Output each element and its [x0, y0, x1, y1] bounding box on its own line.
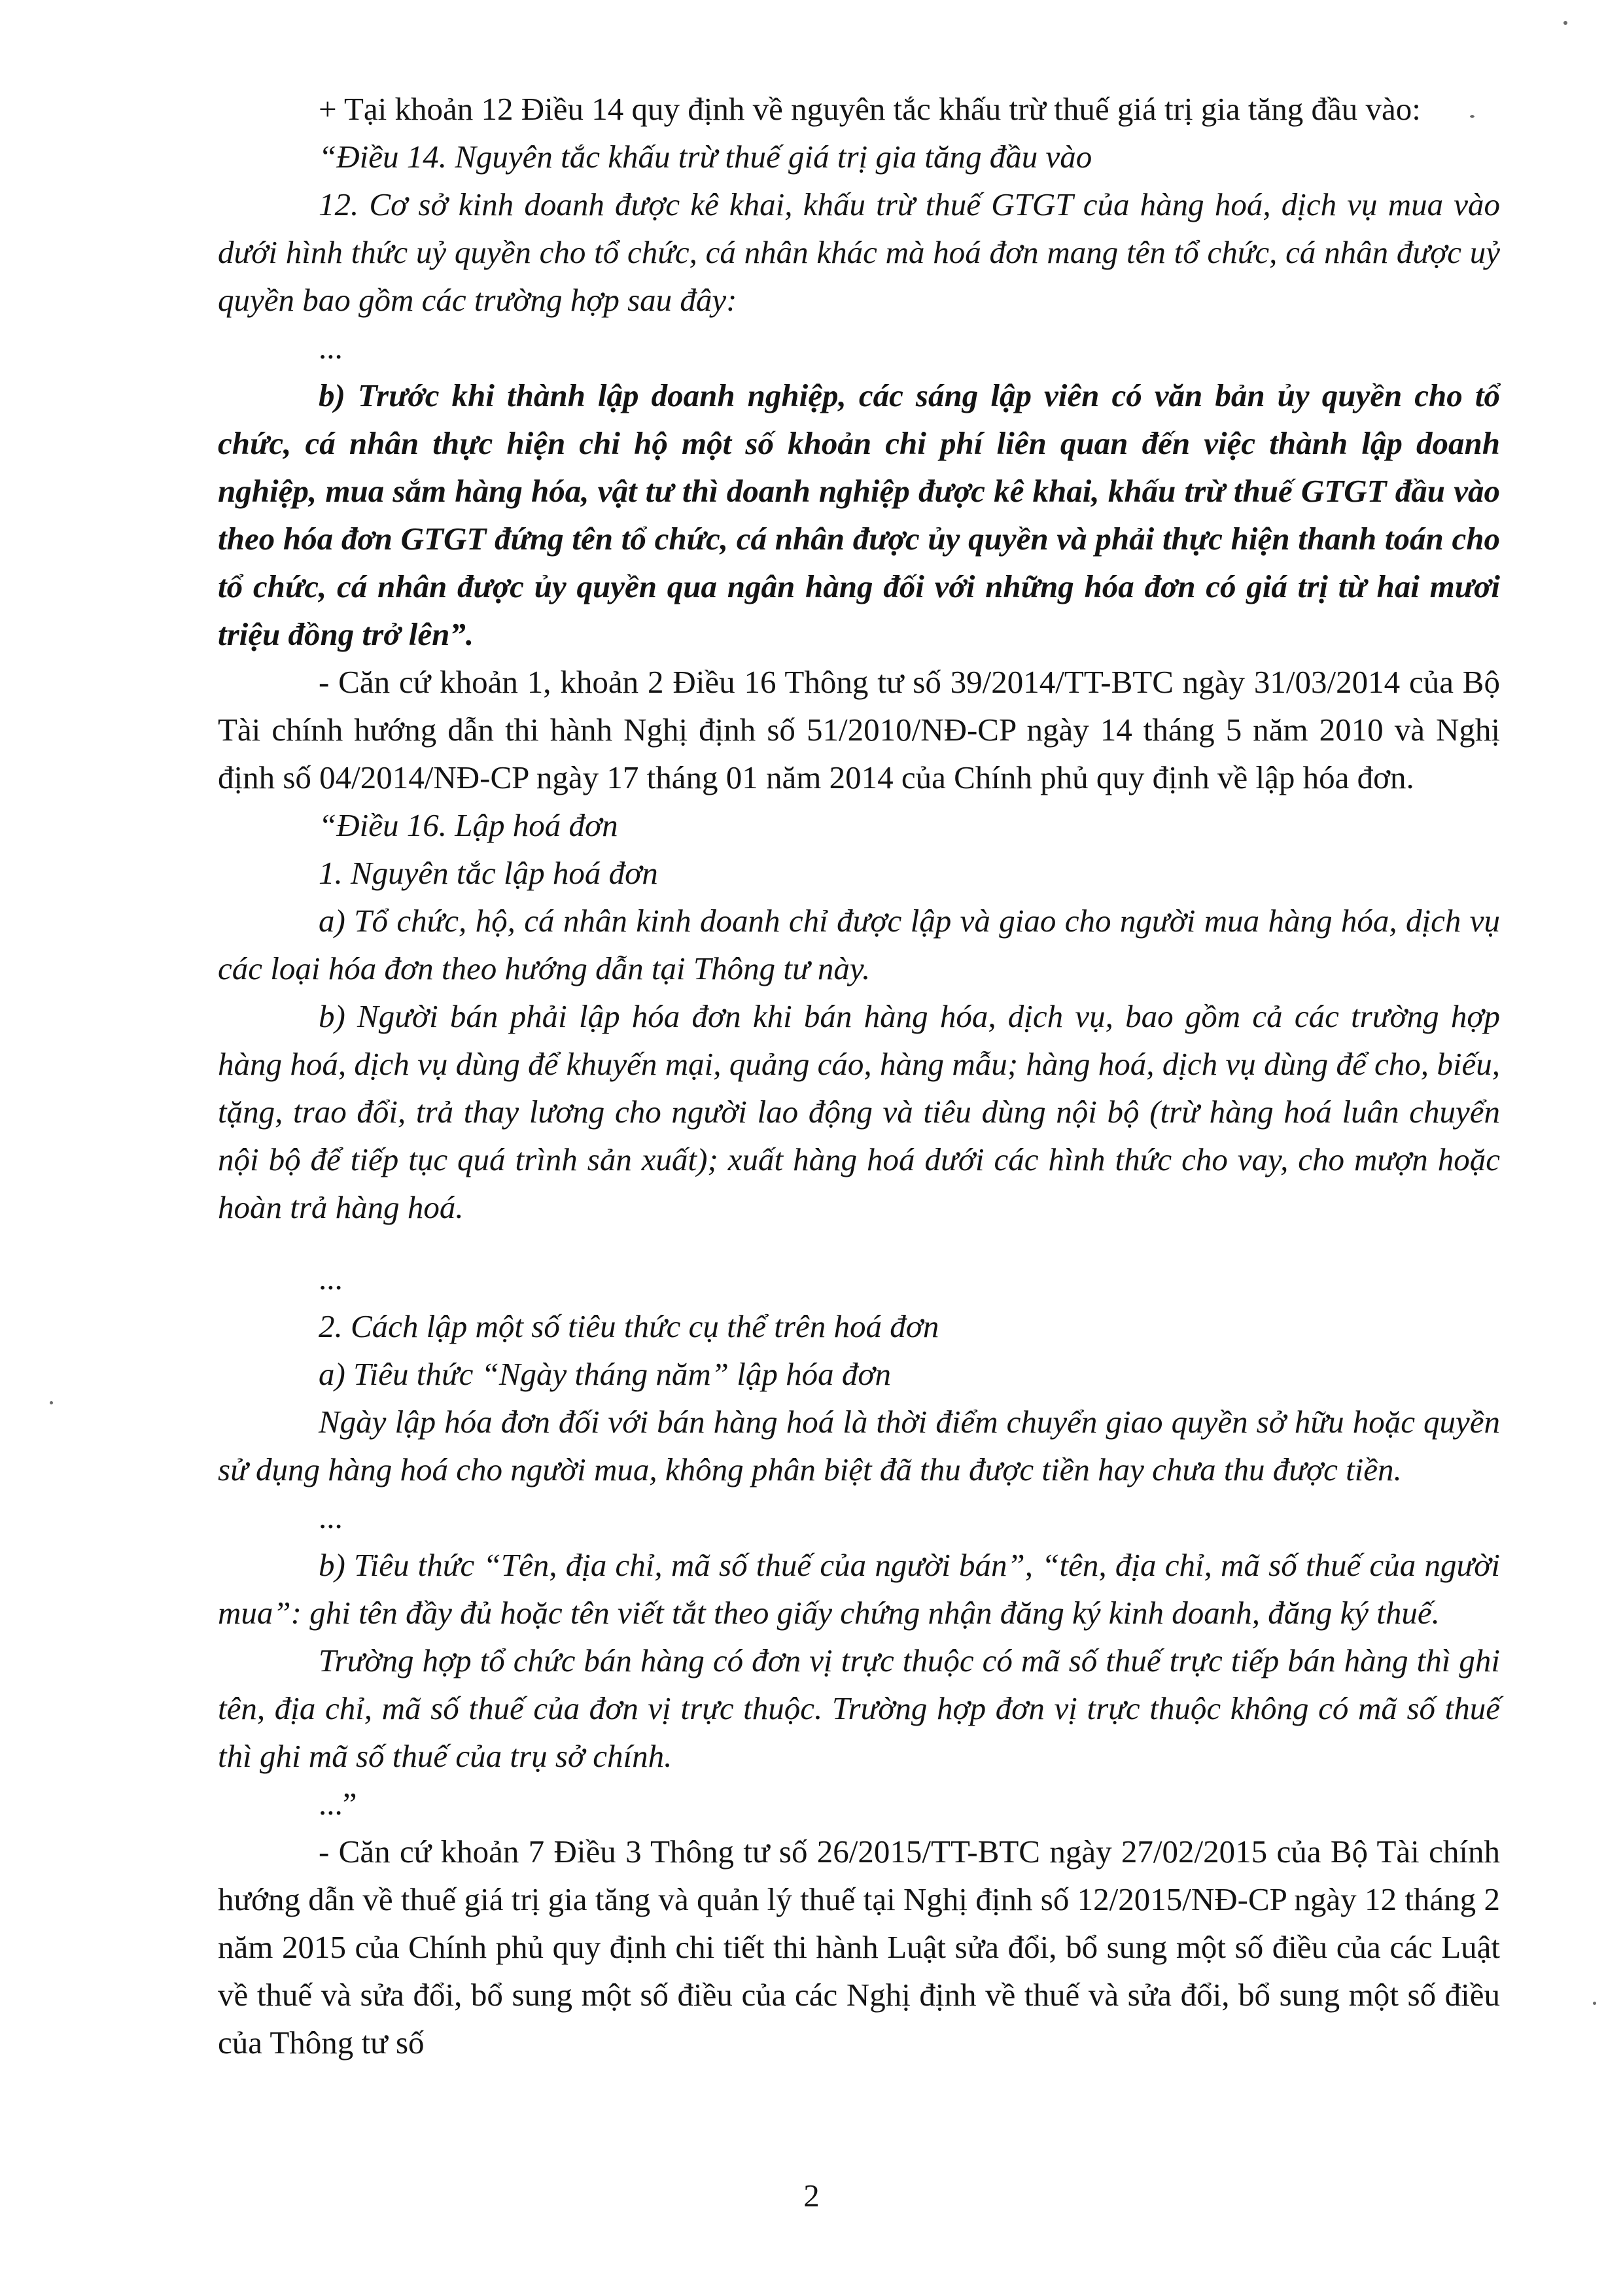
- scan-speck: [50, 1401, 53, 1404]
- article-16-clause-1: 1. Nguyên tắc lập hoá đơn: [319, 855, 658, 891]
- article-16-point-2a-body: Ngày lập hóa đơn đối với bán hàng hoá là thời điểm chuyển giao quyền sở hữu hoặc quyền sử dụng hàng hoá cho người mua, không phân biệt đã thu được tiền hay chưa thu được tiền.: [218, 1404, 1500, 1487]
- ellipsis: ...: [319, 1499, 343, 1535]
- legal-basis-circular-39: - Căn cứ khoản 1, khoản 2 Điều 16 Thông tư số 39/2014/TT-BTC ngày 31/03/2014 của Bộ Tài chính hướng dẫn thi hành Nghị định số 51/2010/NĐ-CP ngày 14 tháng 5 năm 2010 và Nghị định số 04/2014/NĐ-CP ngày 17 tháng 01 năm 2014 của Chính phủ quy định về lập hóa đơn.: [218, 664, 1500, 795]
- scan-speck: [1563, 21, 1567, 25]
- page-number: 2: [803, 2178, 820, 2214]
- article-14-clause-12: 12. Cơ sở kinh doanh được kê khai, khấu trừ thuế GTGT của hàng hoá, dịch vụ mua vào dưới hình thức uỷ quyền cho tổ chức, cá nhân khác mà hoá đơn mang tên tổ chức, cá nhân được uỷ quyền bao gồm các trường hợp sau đây:: [218, 186, 1500, 318]
- article-16-point-2a: a) Tiêu thức “Ngày tháng năm” lập hóa đơn: [319, 1356, 892, 1392]
- article-16-title: “Điều 16. Lập hoá đơn: [319, 807, 618, 843]
- article-16-point-2b: b) Tiêu thức “Tên, địa chỉ, mã số thuế của người bán”, “tên, địa chỉ, mã số thuế của người mua”: ghi tên đầy đủ hoặc tên viết tắt theo giấy chứng nhận đăng ký kinh doanh, đăng ký thuế.: [218, 1547, 1500, 1631]
- article-16-point-1a: a) Tổ chức, hộ, cá nhân kinh doanh chỉ được lập và giao cho người mua hàng hóa, dịch vụ các loại hóa đơn theo hướng dẫn tại Thông tư này.: [218, 903, 1500, 986]
- article-14-point-b: b) Trước khi thành lập doanh nghiệp, các sáng lập viên có văn bản ủy quyền cho tổ chức, cá nhân thực hiện chi hộ một số khoản chi phí liên quan đến việc thành lập doanh nghiệp, mua sắm hàng hóa, vật tư thì doanh nghiệp được kê khai, khấu trừ thuế GTGT đầu vào theo hóa đơn GTGT đứng tên tổ chức, cá nhân được ủy quyền và phải thực hiện thanh toán cho tổ chức, cá nhân được ủy quyền qua ngân hàng đối với những hóa đơn có giá trị từ hai mươi triệu đồng trở lên”.: [218, 377, 1500, 652]
- ellipsis: ...: [319, 330, 343, 366]
- article-14-intro: + Tại khoản 12 Điều 14 quy định về nguyên tắc khấu trừ thuế giá trị gia tăng đầu vào:: [319, 91, 1421, 127]
- article-16-clause-2: 2. Cách lập một số tiêu thức cụ thể trên hoá đơn: [319, 1308, 939, 1344]
- ellipsis: ...: [319, 1261, 343, 1296]
- scan-speck: [1593, 2002, 1596, 2005]
- document-page: [218, 85, 1500, 2066]
- ellipsis-close-quote: ...”: [319, 1786, 357, 1822]
- article-16-point-1b: b) Người bán phải lập hóa đơn khi bán hàng hóa, dịch vụ, bao gồm cả các trường hợp hàng hoá, dịch vụ dùng để khuyến mại, quảng cáo, hàng mẫu; hàng hoá, dịch vụ dùng để cho, biếu, tặng, trao đổi, trả thay lương cho người lao động và tiêu dùng nội bộ (trừ hàng hoá luân chuyển nội bộ để tiếp tục quá trình sản xuất); xuất hàng hoá dưới các hình thức cho vay, cho mượn hoặc hoàn trả hàng hoá.: [218, 998, 1500, 1225]
- legal-basis-circular-26: - Căn cứ khoản 7 Điều 3 Thông tư số 26/2015/TT-BTC ngày 27/02/2015 của Bộ Tài chính hướng dẫn về thuế giá trị gia tăng và quản lý thuế tại Nghị định số 12/2015/NĐ-CP ngày 12 tháng 2 năm 2015 của Chính phủ quy định chi tiết thi hành Luật sửa đổi, bổ sung một số điều của các Luật về thuế và sửa đổi, bổ sung một số điều của các Nghị định về thuế và sửa đổi, bổ sung một số điều của Thông tư số: [218, 1834, 1500, 2061]
- article-14-title: “Điều 14. Nguyên tắc khấu trừ thuế giá trị gia tăng đầu vào: [319, 139, 1092, 175]
- article-16-point-2b-body: Trường hợp tổ chức bán hàng có đơn vị trực thuộc có mã số thuế trực tiếp bán hàng thì ghi tên, địa chỉ, mã số thuế của đơn vị trực thuộc. Trường hợp đơn vị trực thuộc không có mã số thuế thì ghi mã số thuế của trụ sở chính.: [218, 1643, 1500, 1774]
